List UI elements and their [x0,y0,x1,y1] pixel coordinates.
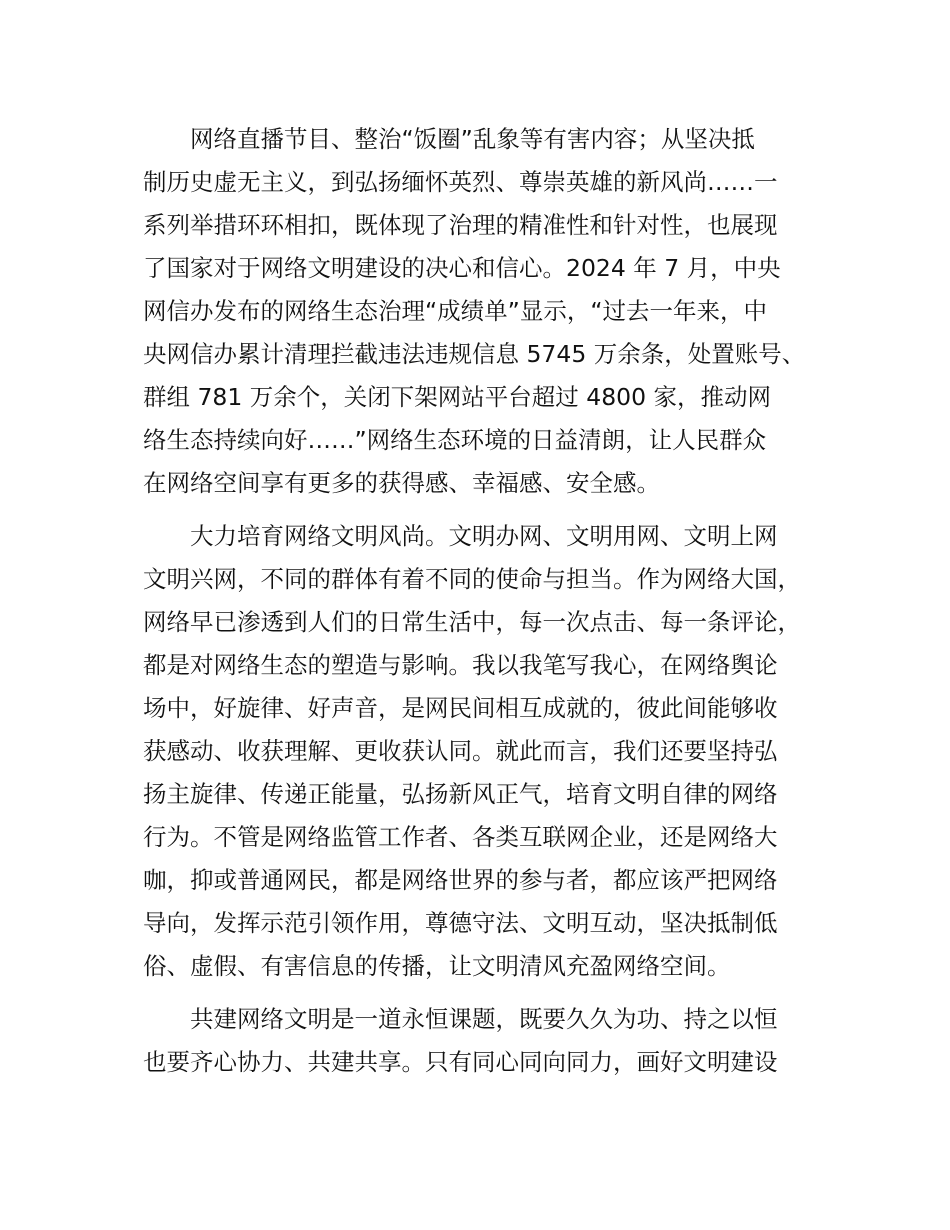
text-line: 俗、虚假、有害信息的传播，让文明清风充盈网络空间。 [143,952,731,980]
text-line: 制历史虚无主义，到弘扬缅怀英烈、尊崇英雄的新风尚……一 [143,168,778,196]
paragraph-1 [143,118,843,505]
text-line: 导向，发挥示范引领作用，尊德守法、文明互动，坚决抵制低 [143,909,778,937]
text-line: 行为。不管是网络监管工作者、各类互联网企业，还是网络大 [143,823,778,851]
text-line: 获感动、收获理解、更收获认同。就此而言，我们还要坚持弘 [143,737,778,765]
text-line: 网络直播节目、整治“饭圈”乱象等有害内容；从坚决抵 [190,125,755,153]
text-line: 在网络空间享有更多的获得感、幸福感、安全感。 [143,469,660,497]
text-line: 系列举措环环相扣，既体现了治理的精准性和针对性，也展现 [143,211,778,239]
text-line: 都是对网络生态的塑造与影响。我以我笔写我心，在网络舆论 [143,651,778,679]
text-line: 网信办发布的网络生态治理“成绩单”显示，“过去一年来，中 [143,297,768,325]
text-line: 场中，好旋律、好声音，是网民间相互成就的，彼此间能够收 [143,694,778,722]
text-line: 络生态持续向好……”网络生态环境的日益清朗，让人民群众 [143,426,767,454]
text-line: 了国家对于网络文明建设的决心和信心。2024 年 7 月，中央 [143,254,781,282]
paragraph-3 [143,998,843,1084]
text-line: 文明兴网，不同的群体有着不同的使命与担当。作为网络大国， [143,565,801,593]
paragraph-2 [143,515,843,988]
text-line: 扬主旋律、传递正能量，弘扬新风正气，培育文明自律的网络 [143,780,778,808]
text-line: 大力培育网络文明风尚。文明办网、文明用网、文明上网 [190,522,778,550]
document-page [143,118,843,1094]
text-line: 群组 781 万余个，关闭下架网站平台超过 4800 家，推动网 [143,383,772,411]
text-line: 网络早已渗透到人们的日常生活中，每一次点击、每一条评论， [143,608,801,636]
text-line: 央网信办累计清理拦截违法违规信息 5745 万余条，处置账号、 [143,340,806,368]
text-line: 也要齐心协力、共建共享。只有同心同向同力，画好文明建设 [143,1048,778,1076]
text-line: 共建网络文明是一道永恒课题，既要久久为功、持之以恒 [190,1005,778,1033]
text-line: 咖，抑或普通网民，都是网络世界的参与者，都应该严把网络 [143,866,778,894]
